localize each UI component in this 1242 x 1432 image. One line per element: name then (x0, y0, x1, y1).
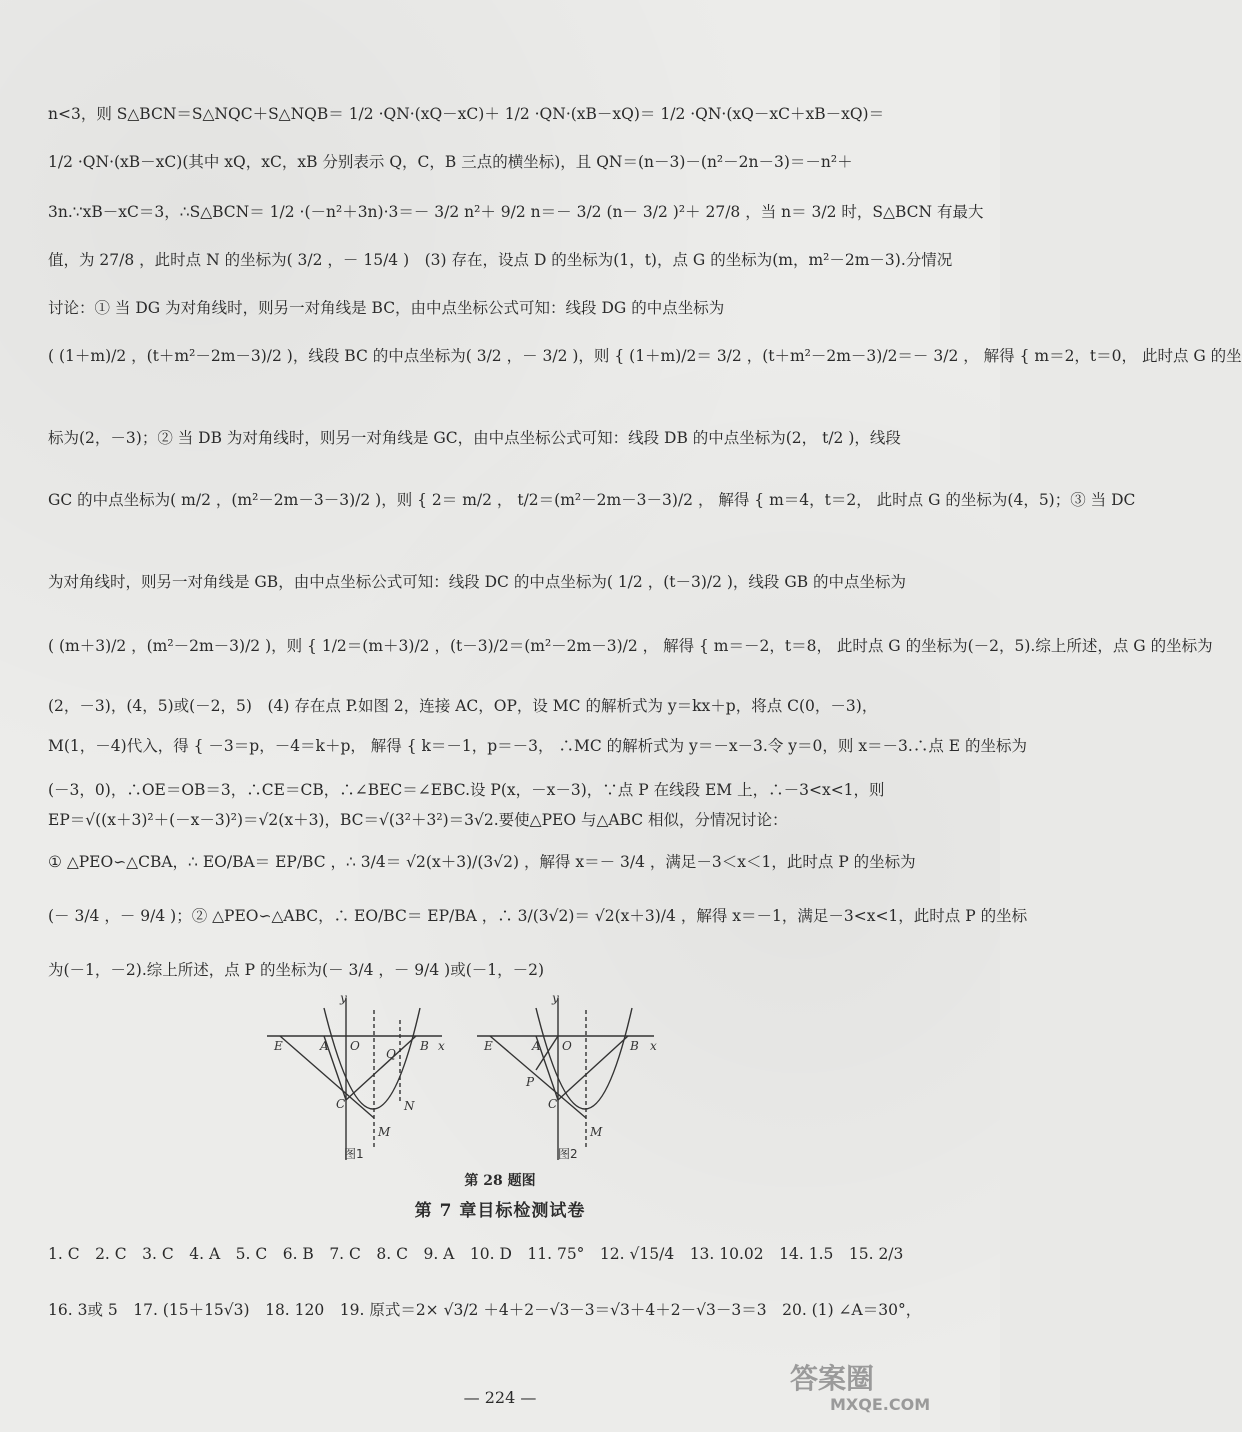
fig1-label-Q: Q (386, 1047, 396, 1061)
fig1-parabola (324, 1008, 420, 1109)
solution-line-16: (－ 3/4 ，－ 9/4 )；② △PEO∽△ABC，∴ EO/BC＝ EP/BA ，∴ 3/(3√2)＝ √2(x＋3)/4 ，解得 x＝－1，满足－3<x<1，此时点 P 的坐标 (48, 907, 1028, 925)
solution-line-2: 1/2 ·QN·(xB－xC)(其中 xQ，xC，xB 分别表示 Q，C，B 三点的横坐标)，且 QN＝(n－3)－(n²－2n－3)＝－n²＋ (48, 153, 853, 171)
solution-line-4: 值，为 27/8 ，此时点 N 的坐标为( 3/2 ，－ 15/4 ) (3) 存在，设点 D 的坐标为(1，t)，点 G 的坐标为(m，m²－2m－3).分情况 (48, 251, 953, 269)
solution-line-10: ( (m＋3)/2 ，(m²－2m－3)/2 )，则 { 1/2＝(m＋3)/2 ，(t－3)/2＝(m²－2m－3)/2 ， 解得 { m＝－2，t＝8， 此时点 G 的坐标为(－2，5).综上所述，点 G 的坐标为 (48, 637, 1213, 655)
fig2-label-O: O (562, 1039, 572, 1053)
fig1-label-y: y (340, 991, 347, 1005)
solution-line-3: 3n.∵xB－xC＝3，∴S△BCN＝ 1/2 ·(－n²＋3n)·3＝－ 3/2 n²＋ 9/2 n＝－ 3/2 (n－ 3/2 )²＋ 27/8 ，当 n＝ 3/2 时，S△BCN 有最大 (48, 203, 984, 221)
solution-line-13: (－3，0)，∴OE＝OB＝3，∴CE＝CB，∴∠BEC＝∠EBC.设 P(x，－x－3)，∵点 P 在线段 EM 上，∴－3<x<1，则 (48, 781, 885, 799)
watermark-logo (782, 1354, 972, 1416)
answers-line-1: 1. C 2. C 3. C 4. A 5. C 6. B 7. C 8. C 9. A 10. D 11. 75° 12. √15/4 13. 10.02 14. 1.5 15. 2/3 (48, 1245, 904, 1263)
answers-line-2: 16. 3或 5 17. (15＋15√3) 18. 120 19. 原式＝2× √3/2 ＋4＋2－√3－3＝√3＋4＋2－√3－3＝3 20. (1) ∠A＝30°， (48, 1301, 922, 1319)
figure-caption: 第 28 题图 (464, 1173, 536, 1189)
fig2-label-x: x (650, 1039, 657, 1053)
fig2-label-B: B (630, 1039, 639, 1053)
fig2-label-A: A (532, 1039, 541, 1053)
figure-1 (267, 998, 442, 1160)
solution-line-7: 标为(2，－3)；② 当 DB 为对角线时，则另一对角线是 GC，由中点坐标公式可知：线段 DB 的中点坐标为(2， t/2 )，线段 (48, 429, 901, 447)
chapter-title: 第 7 章目标检测试卷 (414, 1201, 586, 1221)
solution-line-17: 为(－1，－2).综上所述，点 P 的坐标为(－ 3/4 ，－ 9/4 )或(－1，－2) (48, 961, 545, 979)
page-number: — 224 — (463, 1388, 537, 1407)
watermark-text-2: MXQE.COM (830, 1395, 931, 1414)
fig1-label-N: N (404, 1099, 415, 1113)
fig1-label-C: C (336, 1097, 346, 1111)
fig1-label-E: E (274, 1039, 283, 1053)
fig2-label-C: C (548, 1097, 558, 1111)
fig1-label-A: A (320, 1039, 329, 1053)
solution-line-1: n<3，则 S△BCN＝S△NQC＋S△NQB＝ 1/2 ·QN·(xQ－xC)＋ 1/2 ·QN·(xB－xQ)＝ 1/2 ·QN·(xQ－xC＋xB－xQ)＝ (48, 105, 885, 123)
solution-line-5: 讨论：① 当 DG 为对角线时，则另一对角线是 BC，由中点坐标公式可知：线段 DG 的中点坐标为 (48, 299, 725, 317)
solution-line-8: GC 的中点坐标为( m/2 ，(m²－2m－3－3)/2 )，则 { 2＝ m/2 ， t/2＝(m²－2m－3－3)/2 ， 解得 { m＝4，t＝2， 此时点 G 的坐标为(4，5)；③ 当 DC (48, 491, 1136, 509)
fig1-label-x: x (438, 1039, 445, 1053)
fig1-caption: 图1 (344, 1147, 364, 1161)
fig2-label-P: P (526, 1075, 535, 1089)
fig2-label-y: y (552, 991, 559, 1005)
fig2-label-E: E (484, 1039, 493, 1053)
solution-line-9: 为对角线时，则另一对角线是 GB，由中点坐标公式可知：线段 DC 的中点坐标为( 1/2 ，(t－3)/2 )，线段 GB 的中点坐标为 (48, 573, 907, 591)
figure-2 (477, 998, 654, 1160)
fig1-label-B: B (420, 1039, 429, 1053)
solution-line-12: M(1，－4)代入，得 { －3＝p，－4＝k＋p， 解得 { k＝－1，p＝－3， ∴MC 的解析式为 y＝－x－3.令 y＝0，则 x＝－3.∴点 E 的坐标为 (48, 737, 1028, 755)
fig2-caption: 图2 (558, 1147, 578, 1161)
watermark-text-1: 答案圈 (790, 1362, 875, 1395)
solution-line-11: (2，－3)，(4，5)或(－2，5) (4) 存在点 P.如图 2，连接 AC，OP，设 MC 的解析式为 y＝kx＋p，将点 C(0，－3)， (48, 697, 878, 715)
solution-line-15: ① △PEO∽△CBA，∴ EO/BA＝ EP/BC ，∴ 3/4＝ √2(x＋3)/(3√2) ，解得 x＝－ 3/4 ，满足－3＜x＜1，此时点 P 的坐标为 (48, 853, 916, 871)
solution-line-14: EP＝√((x＋3)²＋(－x－3)²)＝√2(x＋3)，BC＝√(3²＋3²)＝3√2.要使△PEO 与△ABC 相似，分情况讨论： (48, 811, 788, 829)
fig2-parabola (536, 1008, 632, 1109)
fig2-label-M: M (590, 1125, 603, 1139)
fig1-label-O: O (350, 1039, 360, 1053)
solution-line-6: ( (1＋m)/2 ，(t＋m²－2m－3)/2 )，线段 BC 的中点坐标为( 3/2 ，－ 3/2 )，则 { (1＋m)/2＝ 3/2 ，(t＋m²－2m－3)/2＝－ 3/2 ， 解得 { m＝2，t＝0， 此时点 G 的坐 (48, 347, 1242, 365)
figure-28 (262, 990, 682, 1170)
fig1-label-M: M (378, 1125, 391, 1139)
